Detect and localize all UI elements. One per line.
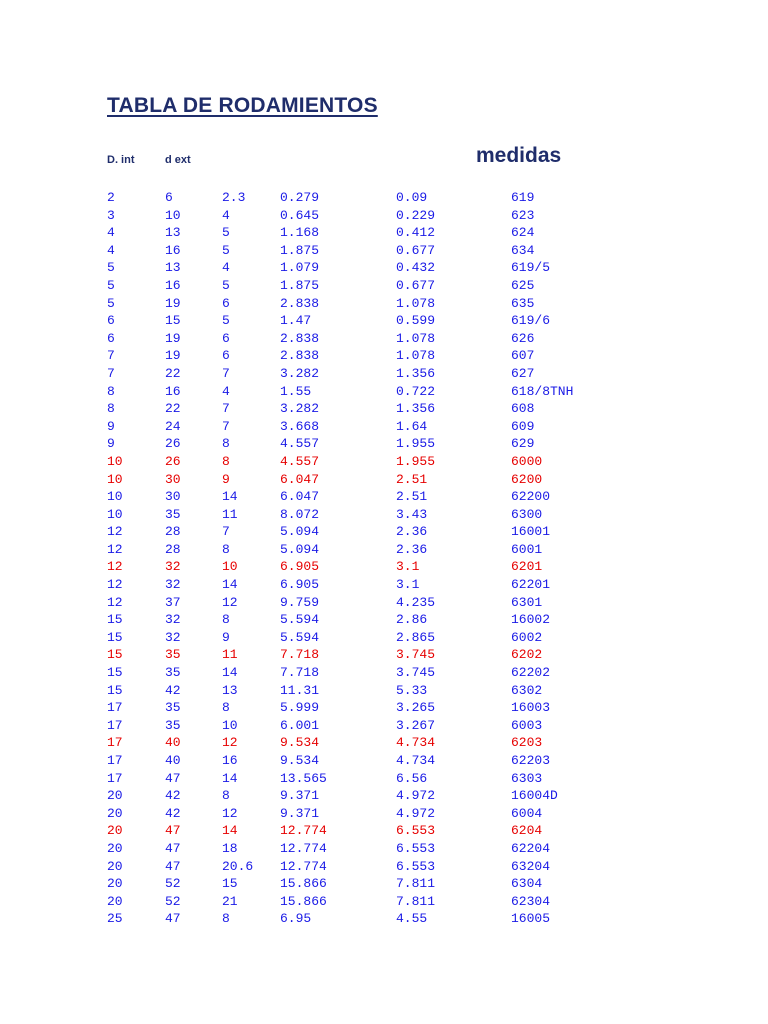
outer-diameter: 40 xyxy=(165,753,181,768)
table-row xyxy=(0,594,768,612)
bearing-code: 6201 xyxy=(511,559,543,575)
table-row xyxy=(0,418,768,436)
inner-diameter: 12 xyxy=(107,524,123,540)
table-row xyxy=(0,576,768,594)
bearing-code: 607 xyxy=(511,348,535,364)
cell-4: 6.047 xyxy=(280,471,320,487)
bearing-code: 635 xyxy=(511,295,535,311)
width: 4 xyxy=(222,383,230,399)
cell-5: 1.078 xyxy=(396,295,436,311)
width: 8 xyxy=(222,911,230,927)
width: 7 xyxy=(222,524,230,540)
table-row xyxy=(0,646,768,664)
cell-4: 2.838 xyxy=(280,330,320,346)
width: 7 xyxy=(222,365,230,381)
table-row xyxy=(0,805,768,823)
outer-diameter: 30 xyxy=(165,489,181,505)
cell-4: 1.168 xyxy=(280,225,320,241)
table-row xyxy=(0,840,768,858)
bearing-code: 63204 xyxy=(511,858,551,874)
outer-diameter: 40 xyxy=(165,735,181,751)
table-row xyxy=(0,822,768,840)
cell-5: 2.51 xyxy=(396,471,428,487)
cell-4: 9.534 xyxy=(280,753,320,768)
table-row xyxy=(0,664,768,682)
inner-diameter: 12 xyxy=(107,577,123,593)
outer-diameter: 10 xyxy=(165,207,181,223)
cell-5: 6.553 xyxy=(396,858,436,874)
outer-diameter: 37 xyxy=(165,594,181,610)
width: 6 xyxy=(222,348,230,364)
cell-4: 3.282 xyxy=(280,401,320,417)
width: 6 xyxy=(222,330,230,346)
outer-diameter: 30 xyxy=(165,471,181,487)
cell-5: 0.412 xyxy=(396,225,436,241)
outer-diameter: 42 xyxy=(165,805,181,821)
cell-4: 3.282 xyxy=(280,365,320,381)
outer-diameter: 47 xyxy=(165,858,181,874)
cell-5: 0.229 xyxy=(396,207,436,223)
cell-5: 6.553 xyxy=(396,840,436,856)
inner-diameter: 10 xyxy=(107,453,123,469)
cell-5: 1.078 xyxy=(396,330,436,346)
table-row xyxy=(0,910,768,928)
table-row xyxy=(0,875,768,893)
cell-4: 5.094 xyxy=(280,541,320,557)
outer-diameter: 35 xyxy=(165,700,181,716)
cell-4: 15.866 xyxy=(280,893,327,909)
outer-diameter: 28 xyxy=(165,541,181,557)
inner-diameter: 12 xyxy=(107,559,123,575)
outer-diameter: 26 xyxy=(165,436,181,452)
inner-diameter: 17 xyxy=(107,717,123,733)
width: 15 xyxy=(222,876,238,892)
cell-5: 1.078 xyxy=(396,348,436,364)
cell-5: 1.356 xyxy=(396,401,436,417)
cell-5: 4.972 xyxy=(396,788,436,804)
cell-4: 11.31 xyxy=(280,682,320,698)
header-d-ext: d ext xyxy=(165,154,191,166)
table-row xyxy=(0,189,768,207)
bearing-code: 608 xyxy=(511,401,535,417)
width: 5 xyxy=(222,277,230,293)
outer-diameter: 28 xyxy=(165,524,181,540)
table-row xyxy=(0,242,768,260)
cell-4: 1.079 xyxy=(280,260,320,276)
cell-4: 12.774 xyxy=(280,858,327,874)
width: 14 xyxy=(222,665,238,681)
inner-diameter: 5 xyxy=(107,260,115,276)
bearing-code: 6202 xyxy=(511,647,543,663)
bearing-code: 626 xyxy=(511,330,535,346)
inner-diameter: 10 xyxy=(107,471,123,487)
cell-4: 2.838 xyxy=(280,348,320,364)
cell-4: 9.534 xyxy=(280,735,320,751)
inner-diameter: 8 xyxy=(107,383,115,399)
cell-5: 0.599 xyxy=(396,313,436,329)
bearing-code: 62203 xyxy=(511,753,551,768)
table-row xyxy=(0,893,768,911)
cell-4: 8.072 xyxy=(280,506,320,522)
bearing-code: 619 xyxy=(511,190,535,205)
bearing-code: 6204 xyxy=(511,823,543,839)
table-row xyxy=(0,312,768,330)
cell-5: 3.745 xyxy=(396,665,436,681)
cell-4: 6.047 xyxy=(280,489,320,505)
cell-4: 1.875 xyxy=(280,242,320,258)
bearing-code: 6303 xyxy=(511,770,543,786)
width: 14 xyxy=(222,489,238,505)
cell-4: 7.718 xyxy=(280,665,320,681)
bearing-code: 619/6 xyxy=(511,313,551,329)
cell-4: 7.718 xyxy=(280,647,320,663)
bearing-code: 6203 xyxy=(511,735,543,751)
cell-5: 7.811 xyxy=(396,876,436,892)
outer-diameter: 35 xyxy=(165,665,181,681)
inner-diameter: 15 xyxy=(107,665,123,681)
cell-5: 3.745 xyxy=(396,647,436,663)
table-row xyxy=(0,277,768,295)
table-row xyxy=(0,770,768,788)
bearing-code: 62201 xyxy=(511,577,551,593)
table-row xyxy=(0,787,768,805)
bearing-code: 6304 xyxy=(511,876,543,892)
table-row xyxy=(0,435,768,453)
inner-diameter: 17 xyxy=(107,735,123,751)
table-row xyxy=(0,453,768,471)
bearing-code: 618/8TNH xyxy=(511,383,574,399)
outer-diameter: 19 xyxy=(165,330,181,346)
outer-diameter: 32 xyxy=(165,577,181,593)
width: 4 xyxy=(222,260,230,276)
outer-diameter: 24 xyxy=(165,418,181,434)
table-row xyxy=(0,365,768,383)
width: 8 xyxy=(222,700,230,716)
table-row xyxy=(0,541,768,559)
width: 7 xyxy=(222,401,230,417)
bearing-code: 6001 xyxy=(511,541,543,557)
outer-diameter: 32 xyxy=(165,612,181,628)
cell-4: 5.094 xyxy=(280,524,320,540)
width: 10 xyxy=(222,717,238,733)
inner-diameter: 20 xyxy=(107,893,123,909)
bearing-code: 629 xyxy=(511,436,535,452)
width: 12 xyxy=(222,594,238,610)
table-row xyxy=(0,383,768,401)
bearing-code: 6301 xyxy=(511,594,543,610)
cell-5: 5.33 xyxy=(396,682,428,698)
table-row xyxy=(0,207,768,225)
table-row xyxy=(0,347,768,365)
bearing-code: 16001 xyxy=(511,524,551,540)
inner-diameter: 10 xyxy=(107,506,123,522)
cell-5: 6.56 xyxy=(396,770,428,786)
outer-diameter: 19 xyxy=(165,295,181,311)
inner-diameter: 20 xyxy=(107,805,123,821)
cell-4: 6.001 xyxy=(280,717,320,733)
bearing-code: 16004D xyxy=(511,788,558,804)
width: 11 xyxy=(222,506,238,522)
outer-diameter: 47 xyxy=(165,823,181,839)
bearing-code: 6003 xyxy=(511,717,543,733)
table-row xyxy=(0,295,768,313)
width: 8 xyxy=(222,541,230,557)
cell-5: 0.432 xyxy=(396,260,436,276)
table-row xyxy=(0,330,768,348)
header-medidas: medidas xyxy=(476,144,562,167)
table-row xyxy=(0,858,768,876)
width: 20.6 xyxy=(222,858,254,874)
inner-diameter: 2 xyxy=(107,190,115,205)
width: 6 xyxy=(222,295,230,311)
cell-5: 7.811 xyxy=(396,893,436,909)
cell-4: 5.999 xyxy=(280,700,320,716)
table-row xyxy=(0,471,768,489)
bearing-code: 6200 xyxy=(511,471,543,487)
bearing-code: 634 xyxy=(511,242,535,258)
width: 13 xyxy=(222,682,238,698)
cell-5: 0.677 xyxy=(396,242,436,258)
page-title: TABLA DE RODAMIENTOS xyxy=(107,94,378,117)
outer-diameter: 16 xyxy=(165,383,181,399)
cell-5: 4.734 xyxy=(396,753,436,768)
cell-5: 2.86 xyxy=(396,612,428,628)
inner-diameter: 4 xyxy=(107,225,115,241)
inner-diameter: 20 xyxy=(107,840,123,856)
table-row xyxy=(0,629,768,647)
table-row xyxy=(0,506,768,524)
bearing-code: 6300 xyxy=(511,506,543,522)
inner-diameter: 20 xyxy=(107,788,123,804)
width: 18 xyxy=(222,840,238,856)
outer-diameter: 42 xyxy=(165,788,181,804)
outer-diameter: 26 xyxy=(165,453,181,469)
cell-5: 1.955 xyxy=(396,436,436,452)
width: 5 xyxy=(222,313,230,329)
inner-diameter: 20 xyxy=(107,823,123,839)
outer-diameter: 22 xyxy=(165,365,181,381)
table-row xyxy=(0,558,768,576)
width: 12 xyxy=(222,805,238,821)
width: 7 xyxy=(222,418,230,434)
bearing-code: 6302 xyxy=(511,682,543,698)
inner-diameter: 5 xyxy=(107,295,115,311)
cell-5: 2.51 xyxy=(396,489,428,505)
cell-5: 3.267 xyxy=(396,717,436,733)
cell-4: 5.594 xyxy=(280,612,320,628)
cell-4: 6.905 xyxy=(280,559,320,575)
cell-5: 4.55 xyxy=(396,911,428,927)
width: 4 xyxy=(222,207,230,223)
inner-diameter: 15 xyxy=(107,629,123,645)
inner-diameter: 4 xyxy=(107,242,115,258)
header-d-int: D. int xyxy=(107,154,135,166)
cell-5: 4.734 xyxy=(396,735,436,751)
outer-diameter: 47 xyxy=(165,840,181,856)
table-row xyxy=(0,400,768,418)
cell-4: 9.371 xyxy=(280,805,320,821)
bearing-code: 624 xyxy=(511,225,535,241)
inner-diameter: 20 xyxy=(107,858,123,874)
inner-diameter: 25 xyxy=(107,911,123,927)
cell-4: 6.95 xyxy=(280,911,312,927)
outer-diameter: 6 xyxy=(165,190,173,205)
cell-4: 1.55 xyxy=(280,383,312,399)
inner-diameter: 17 xyxy=(107,770,123,786)
cell-5: 3.43 xyxy=(396,506,428,522)
cell-4: 4.557 xyxy=(280,436,320,452)
cell-4: 1.875 xyxy=(280,277,320,293)
outer-diameter: 22 xyxy=(165,401,181,417)
outer-diameter: 47 xyxy=(165,911,181,927)
outer-diameter: 52 xyxy=(165,893,181,909)
inner-diameter: 6 xyxy=(107,313,115,329)
cell-4: 12.774 xyxy=(280,823,327,839)
cell-5: 3.1 xyxy=(396,577,420,593)
inner-diameter: 15 xyxy=(107,612,123,628)
cell-5: 1.64 xyxy=(396,418,428,434)
bearing-code: 6004 xyxy=(511,805,543,821)
cell-4: 15.866 xyxy=(280,876,327,892)
bearing-code: 62200 xyxy=(511,489,551,505)
table-row xyxy=(0,259,768,277)
inner-diameter: 15 xyxy=(107,682,123,698)
cell-4: 0.645 xyxy=(280,207,320,223)
bearing-code: 623 xyxy=(511,207,535,223)
bearing-code: 627 xyxy=(511,365,535,381)
cell-5: 3.1 xyxy=(396,559,420,575)
inner-diameter: 9 xyxy=(107,418,115,434)
cell-4: 2.838 xyxy=(280,295,320,311)
width: 8 xyxy=(222,436,230,452)
outer-diameter: 15 xyxy=(165,313,181,329)
table-row xyxy=(0,224,768,242)
cell-4: 0.279 xyxy=(280,190,320,205)
cell-5: 1.955 xyxy=(396,453,436,469)
inner-diameter: 6 xyxy=(107,330,115,346)
bearing-table xyxy=(0,189,768,928)
cell-4: 9.371 xyxy=(280,788,320,804)
inner-diameter: 7 xyxy=(107,348,115,364)
width: 11 xyxy=(222,647,238,663)
outer-diameter: 19 xyxy=(165,348,181,364)
cell-4: 3.668 xyxy=(280,418,320,434)
inner-diameter: 8 xyxy=(107,401,115,417)
table-row xyxy=(0,611,768,629)
outer-diameter: 13 xyxy=(165,260,181,276)
cell-4: 5.594 xyxy=(280,629,320,645)
cell-5: 0.677 xyxy=(396,277,436,293)
cell-5: 4.235 xyxy=(396,594,436,610)
outer-diameter: 35 xyxy=(165,506,181,522)
width: 12 xyxy=(222,735,238,751)
width: 2.3 xyxy=(222,190,246,205)
width: 8 xyxy=(222,612,230,628)
outer-diameter: 16 xyxy=(165,242,181,258)
cell-4: 1.47 xyxy=(280,313,312,329)
inner-diameter: 20 xyxy=(107,876,123,892)
bearing-code: 62202 xyxy=(511,665,551,681)
table-row xyxy=(0,717,768,735)
width: 8 xyxy=(222,453,230,469)
bearing-code: 62204 xyxy=(511,840,551,856)
cell-4: 9.759 xyxy=(280,594,320,610)
table-row xyxy=(0,488,768,506)
bearing-code: 625 xyxy=(511,277,535,293)
table-row xyxy=(0,752,768,770)
width: 8 xyxy=(222,788,230,804)
width: 9 xyxy=(222,629,230,645)
outer-diameter: 16 xyxy=(165,277,181,293)
cell-5: 2.36 xyxy=(396,541,428,557)
bearing-code: 16003 xyxy=(511,700,551,716)
outer-diameter: 13 xyxy=(165,225,181,241)
cell-5: 2.36 xyxy=(396,524,428,540)
width: 14 xyxy=(222,823,238,839)
inner-diameter: 17 xyxy=(107,753,123,768)
outer-diameter: 47 xyxy=(165,770,181,786)
width: 16 xyxy=(222,753,238,768)
width: 14 xyxy=(222,577,238,593)
outer-diameter: 35 xyxy=(165,717,181,733)
width: 21 xyxy=(222,893,238,909)
cell-5: 0.722 xyxy=(396,383,436,399)
outer-diameter: 52 xyxy=(165,876,181,892)
cell-5: 6.553 xyxy=(396,823,436,839)
bearing-code: 619/5 xyxy=(511,260,551,276)
outer-diameter: 32 xyxy=(165,559,181,575)
table-row xyxy=(0,682,768,700)
cell-5: 4.972 xyxy=(396,805,436,821)
inner-diameter: 10 xyxy=(107,489,123,505)
bearing-code: 609 xyxy=(511,418,535,434)
inner-diameter: 12 xyxy=(107,541,123,557)
width: 14 xyxy=(222,770,238,786)
outer-diameter: 42 xyxy=(165,682,181,698)
inner-diameter: 17 xyxy=(107,700,123,716)
width: 5 xyxy=(222,242,230,258)
inner-diameter: 15 xyxy=(107,647,123,663)
cell-5: 2.865 xyxy=(396,629,436,645)
inner-diameter: 7 xyxy=(107,365,115,381)
table-row xyxy=(0,699,768,717)
bearing-code: 16005 xyxy=(511,911,551,927)
cell-4: 13.565 xyxy=(280,770,327,786)
cell-5: 3.265 xyxy=(396,700,436,716)
bearing-code: 62304 xyxy=(511,893,551,909)
cell-4: 4.557 xyxy=(280,453,320,469)
bearing-code: 6002 xyxy=(511,629,543,645)
inner-diameter: 12 xyxy=(107,594,123,610)
cell-4: 6.905 xyxy=(280,577,320,593)
bearing-code: 6000 xyxy=(511,453,543,469)
table-row xyxy=(0,734,768,752)
width: 9 xyxy=(222,471,230,487)
outer-diameter: 32 xyxy=(165,629,181,645)
cell-5: 1.356 xyxy=(396,365,436,381)
cell-5: 0.09 xyxy=(396,190,428,205)
bearing-code: 16002 xyxy=(511,612,551,628)
outer-diameter: 35 xyxy=(165,647,181,663)
width: 10 xyxy=(222,559,238,575)
cell-4: 12.774 xyxy=(280,840,327,856)
width: 5 xyxy=(222,225,230,241)
inner-diameter: 9 xyxy=(107,436,115,452)
table-row xyxy=(0,523,768,541)
inner-diameter: 5 xyxy=(107,277,115,293)
inner-diameter: 3 xyxy=(107,207,115,223)
